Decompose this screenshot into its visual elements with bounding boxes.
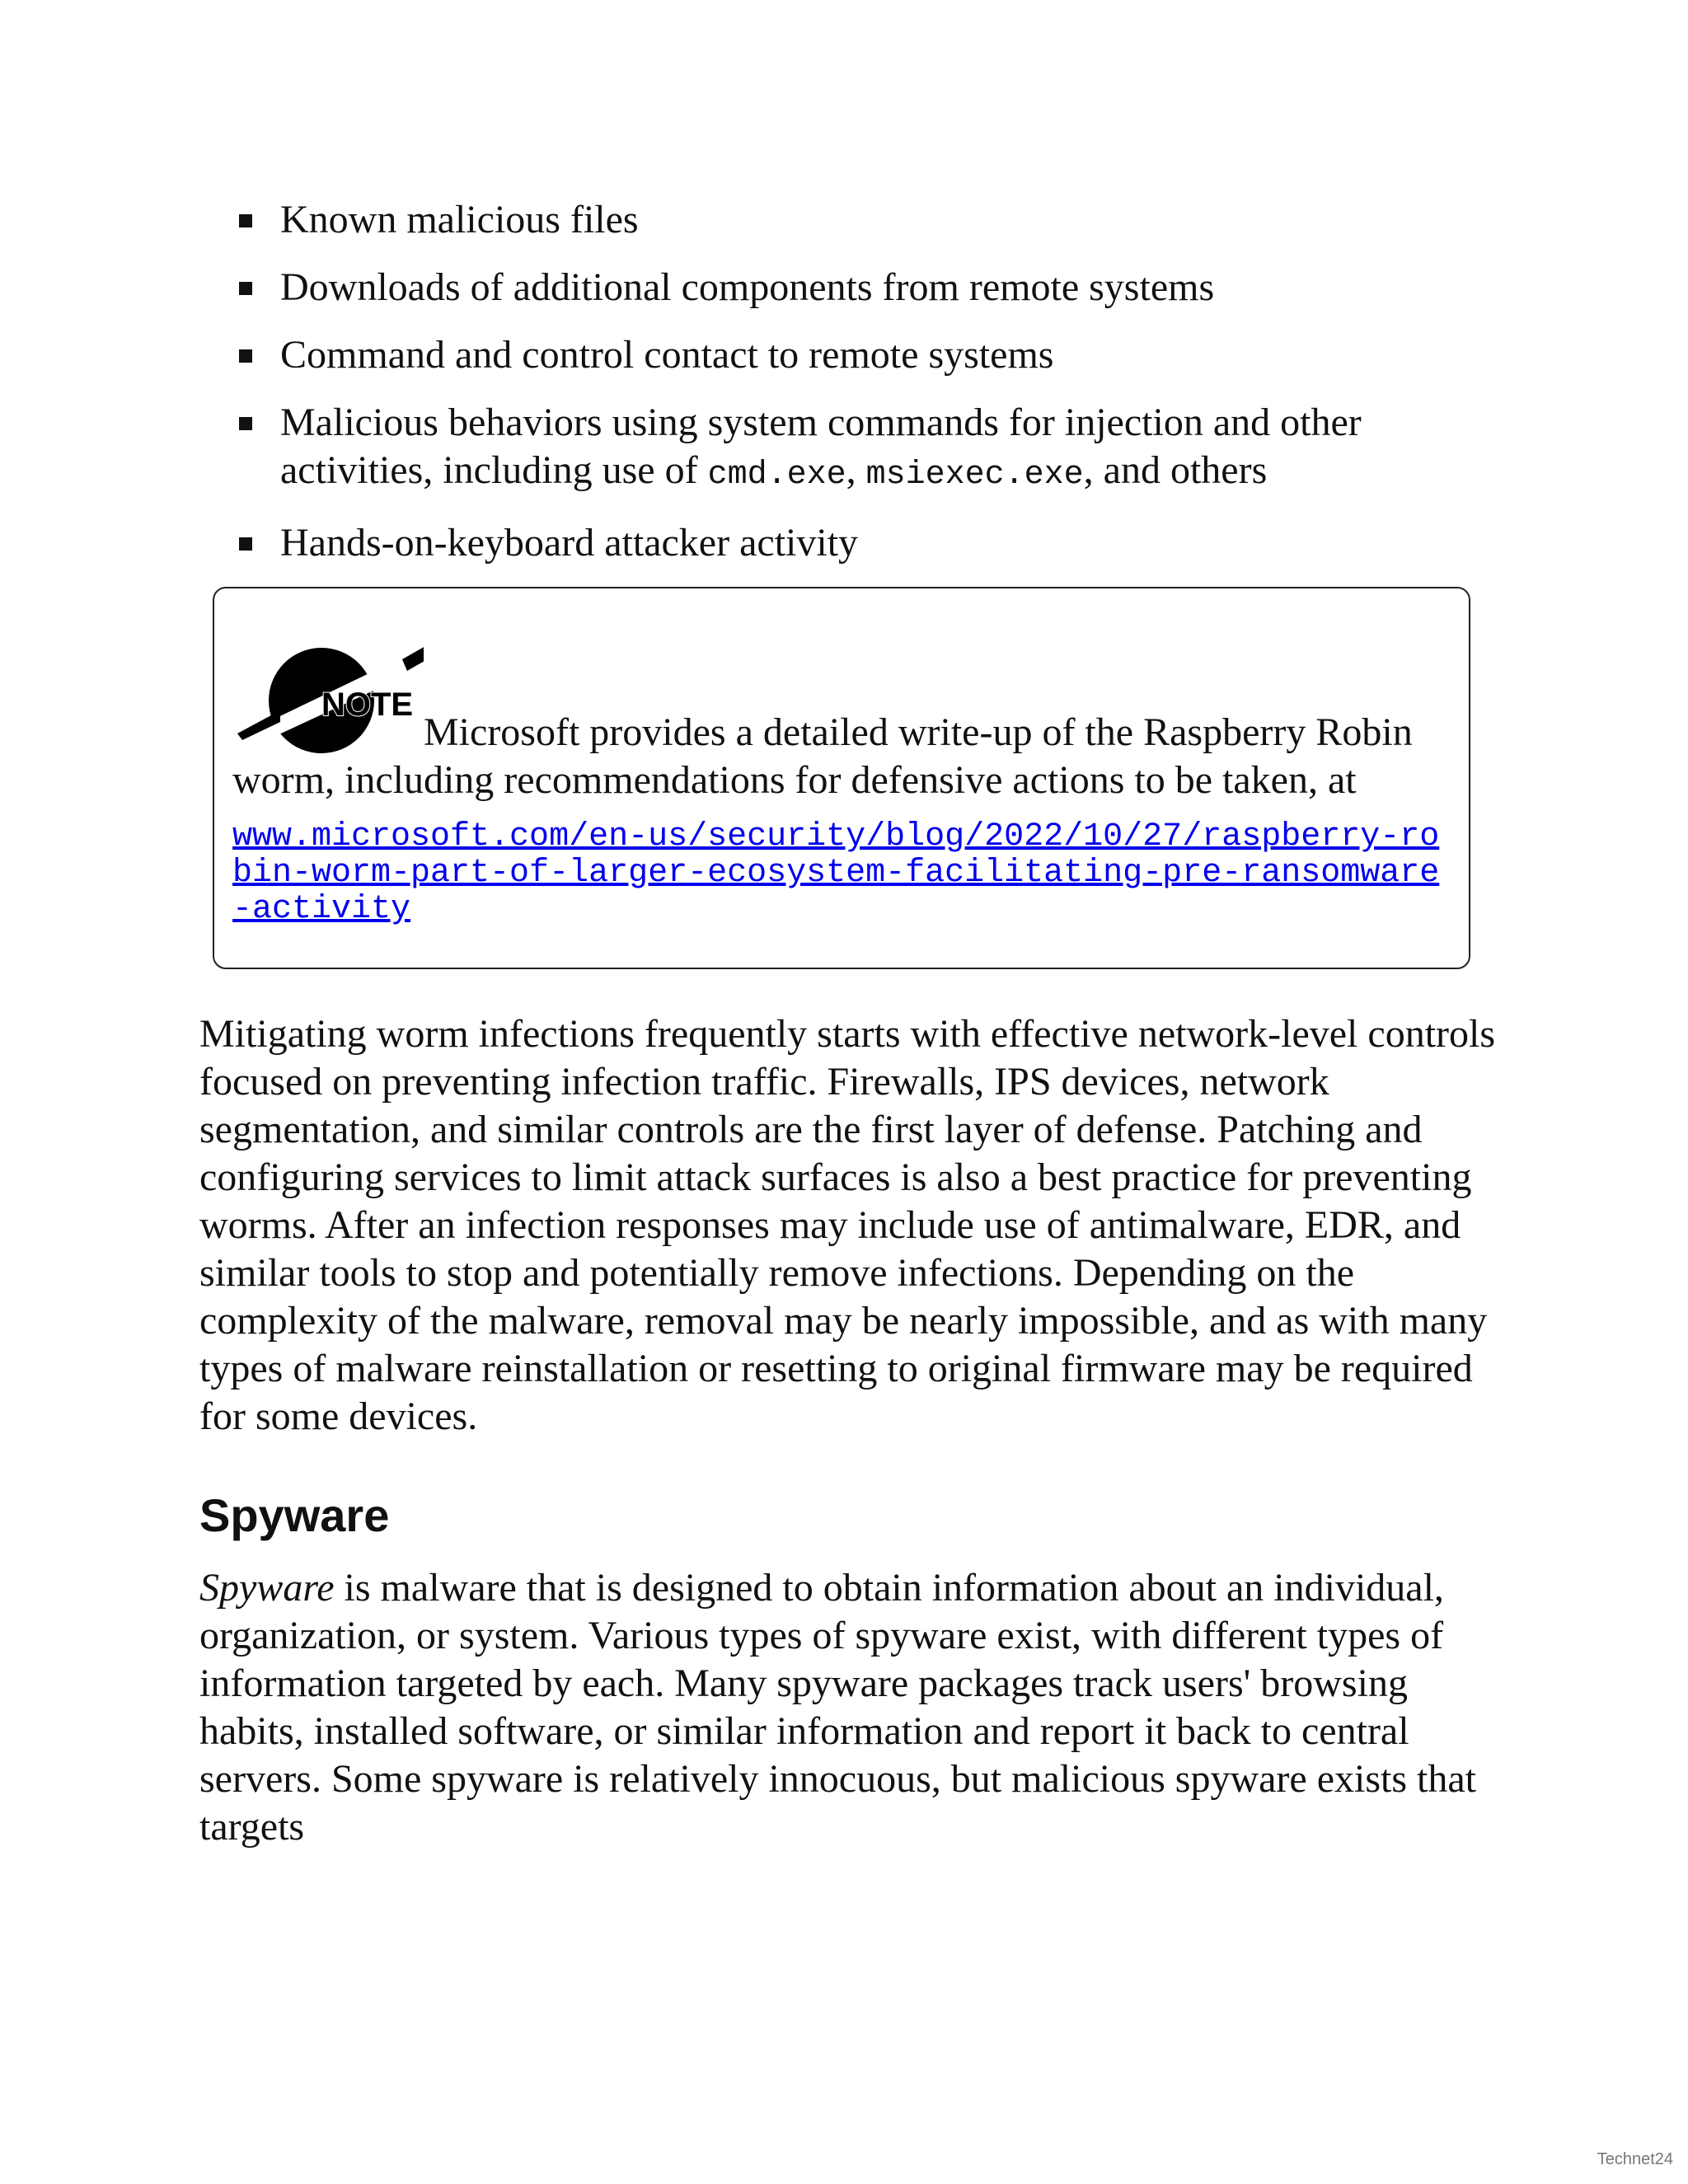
- list-item: [239, 264, 1502, 312]
- list-item: [239, 399, 1502, 499]
- paragraph-spyware: [199, 1564, 1502, 1851]
- list-item-text: Malicious behaviors using system commands for injection and other activities, including use of: [280, 401, 1362, 492]
- bullet-square-icon: [239, 349, 252, 363]
- section-heading: Spyware: [199, 1489, 390, 1541]
- list-item-text: Downloads of additional components from remote systems: [280, 265, 1215, 309]
- bullet-square-icon: [239, 537, 252, 551]
- paragraph-mitigation: Mitigating worm infections frequently starts with effective network-level controls focused on preventing infection traffic. Firewalls, IPS devices, network segmentation, and similar controls are the first layer of defense. Patching and configuring services to limit attack surfaces is also a best practice for preventing worms. After an infection responses may include use of antimalware, EDR, and similar tools to stop and potentially remove infections. Depending on the complexity of the malware, removal may be nearly impossible, and as with many types of malware reinstallation or resetting to original firmware may be required for some devices.: [199, 1012, 1496, 1438]
- code-cmd-exe: cmd.exe: [707, 457, 846, 494]
- list-item-text: Hands-on-keyboard attacker activity: [280, 521, 859, 565]
- bullet-list: [239, 196, 1502, 567]
- bullet-square-icon: [239, 282, 252, 295]
- term-spyware: Spyware: [199, 1566, 335, 1610]
- note-text-block: [232, 625, 1446, 804]
- page-content: [199, 196, 1502, 1851]
- list-item: [239, 331, 1502, 379]
- bullet-square-icon: [239, 214, 252, 227]
- list-item-text: Known malicious files: [280, 198, 639, 241]
- note-icon-label: NOTE: [321, 687, 414, 723]
- note-url-link[interactable]: www.microsoft.com/en-us/security/blog/2022/10/27/raspberry-robin-worm-part-of-larger-ecosystem-facilitating-pre-ransomware-activity: [232, 818, 1440, 928]
- list-item-text: ,: [846, 448, 866, 492]
- footer-watermark: Technet24: [1597, 2150, 1673, 2168]
- list-item: [239, 519, 1502, 567]
- list-item-text: Command and control contact to remote systems: [280, 333, 1054, 377]
- list-item: [239, 196, 1502, 244]
- code-msiexec-exe: msiexec.exe: [865, 457, 1084, 494]
- list-item-text: , and others: [1083, 448, 1268, 492]
- note-body: Microsoft provides a detailed write-up of the Raspberry Robin worm, including recommendations for defensive actions to be taken, at: [232, 710, 1413, 802]
- bullet-square-icon: [239, 417, 252, 430]
- note-callout: [213, 587, 1470, 969]
- paragraph-spyware-text: is malware that is designed to obtain information about an individual, organization, or system. Various types of spyware exist, with different types of information targeted by each. Many spyware packages track users' browsing habits, installed software, or similar information and report it back to central servers. Some spyware is relatively innocuous, but malicious spyware exists that targets: [199, 1566, 1477, 1849]
- note-pen-icon: [232, 625, 424, 757]
